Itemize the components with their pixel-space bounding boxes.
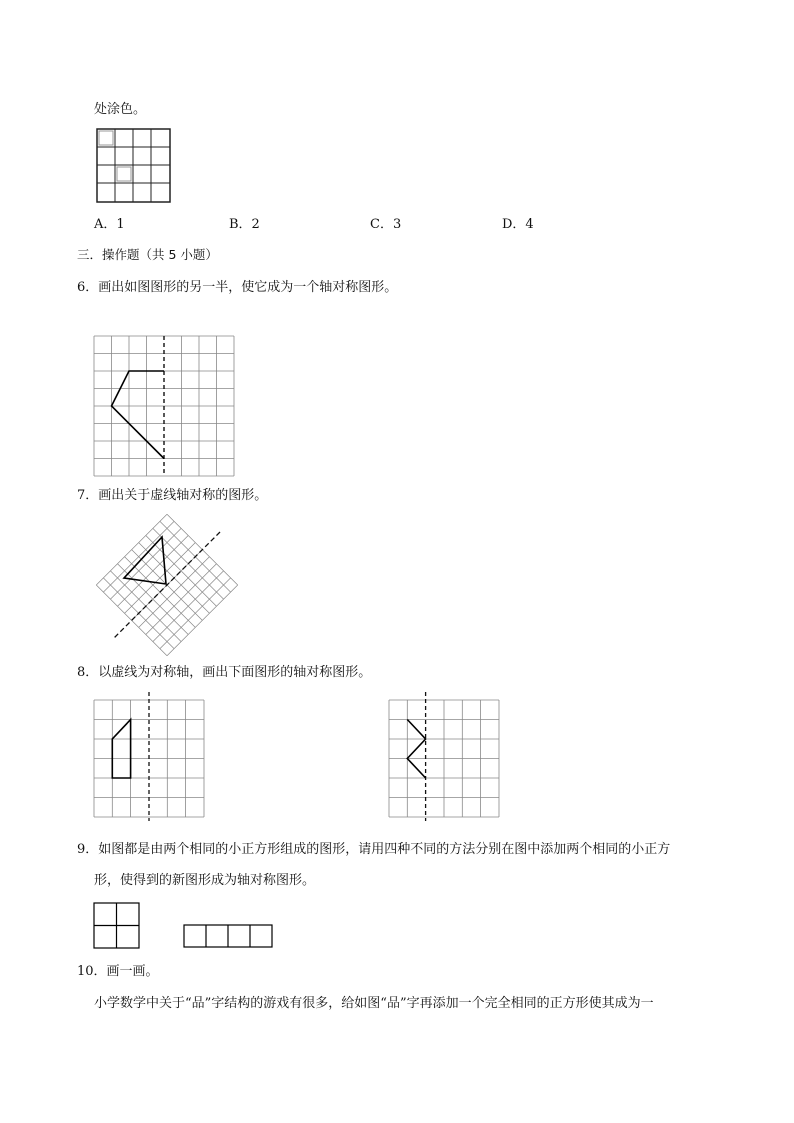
q5-option-b: B．2 xyxy=(229,217,260,232)
q9-text-line2: 形，使得到的新图形成为轴对称图形。 xyxy=(94,873,316,888)
q10-body-line1: 小学数学中关于“品”字结构的游戏有很多，给如图“品”字再添加一个完全相同的正方形使其成为一 xyxy=(94,996,654,1011)
q5-text-tail: 处涂色。 xyxy=(94,102,147,117)
q9-row-figure xyxy=(183,924,275,950)
q5-option-c: C．3 xyxy=(370,217,402,232)
q6-grid-figure xyxy=(93,335,237,479)
q9-square-figure xyxy=(93,902,141,950)
q8-left-grid-figure xyxy=(93,692,207,822)
q5-grid-figure xyxy=(96,128,172,204)
q6-text: 6．画出如图图形的另一半，使它成为一个轴对称图形。 xyxy=(77,280,398,295)
q7-rotated-grid-figure xyxy=(94,512,240,658)
q9-text-line1: 9．如图都是由两个相同的小正方形组成的图形，请用四种不同的方法分别在图中添加两个相同的小正方 xyxy=(77,842,671,857)
q7-text: 7．画出关于虚线轴对称的图形。 xyxy=(77,488,268,503)
q8-right-grid-figure xyxy=(388,692,502,822)
section-3-title: 三．操作题（共 5 小题） xyxy=(77,247,218,262)
q10-text: 10．画一画。 xyxy=(77,964,159,979)
q5-option-a: A．1 xyxy=(94,217,125,232)
q8-text: 8．以虚线为对称轴，画出下面图形的轴对称图形。 xyxy=(77,665,372,680)
q5-option-d: D．4 xyxy=(502,217,534,232)
